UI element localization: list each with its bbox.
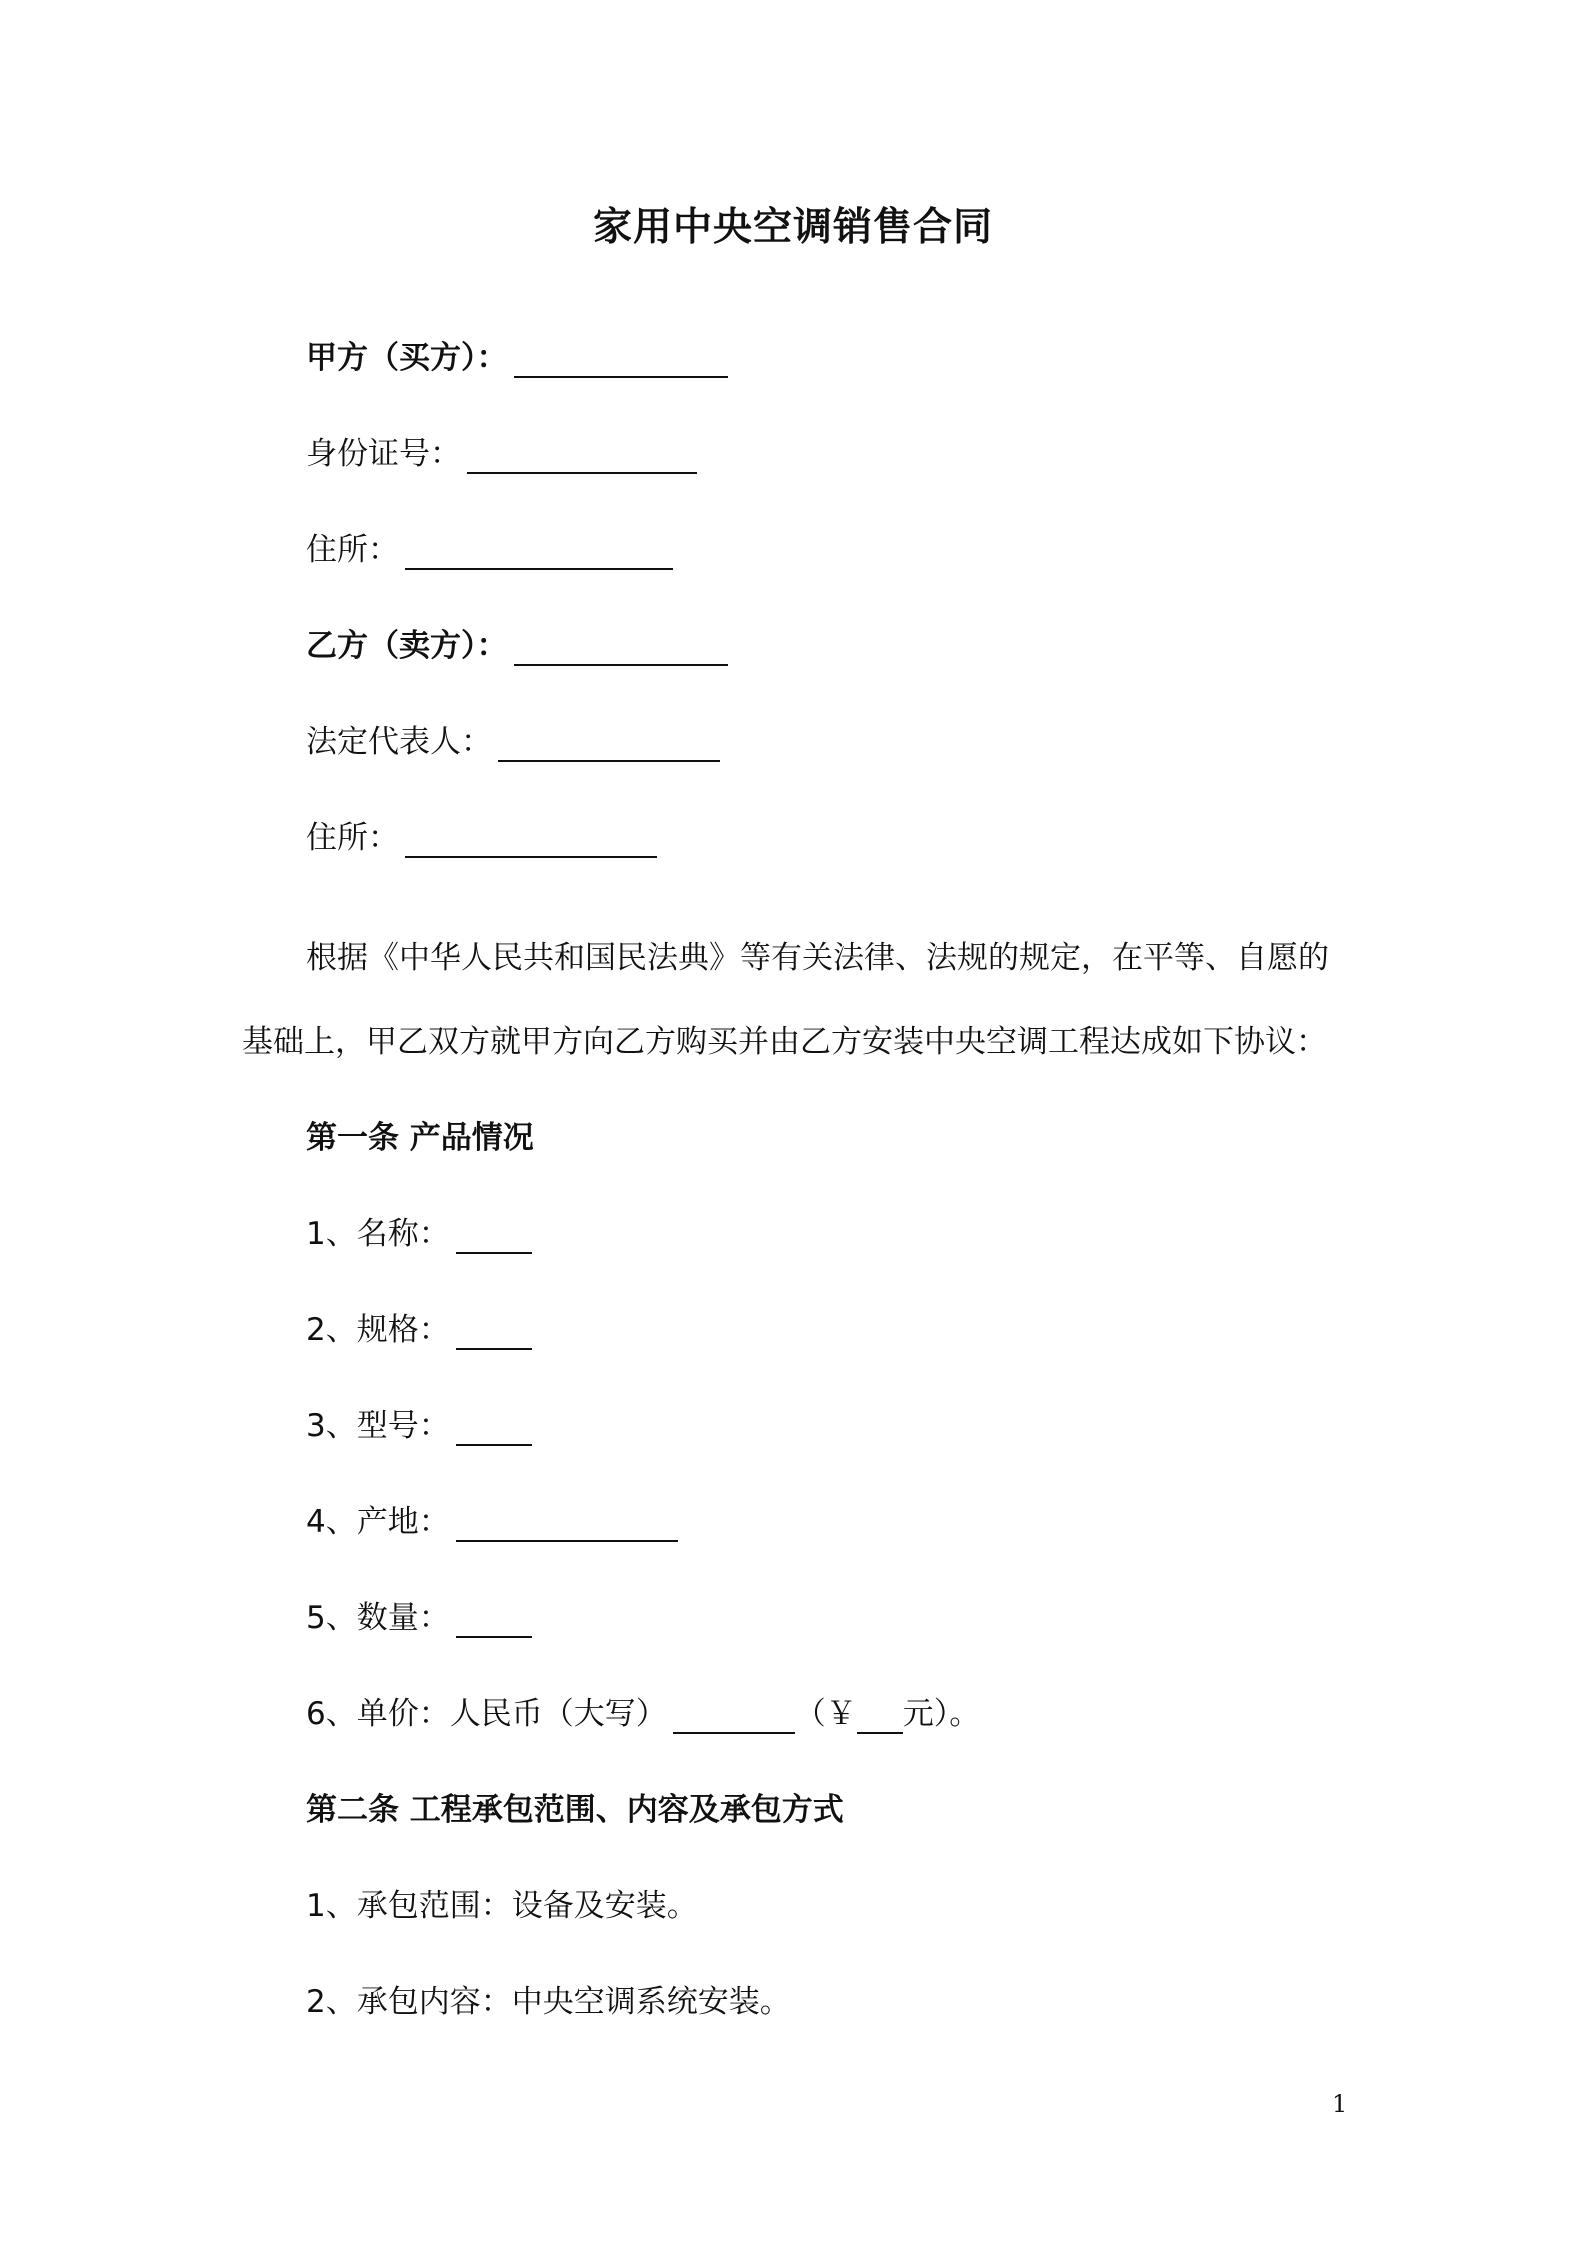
party-b-label: 乙方（卖方）：	[306, 628, 508, 664]
item-2-blank	[456, 1314, 532, 1350]
item-3-label: 3、型号：	[306, 1408, 450, 1444]
id-number-blank	[467, 438, 697, 474]
id-number-label: 身份证号：	[306, 436, 461, 472]
party-a-label: 甲方（买方）：	[306, 340, 508, 376]
item-1-blank	[456, 1218, 532, 1254]
item-3-line	[306, 1406, 532, 1446]
party-a-line	[306, 338, 728, 378]
preamble-line-2: 基础上，甲乙双方就甲方向乙方购买并由乙方安装中央空调工程达成如下协议：	[242, 1024, 1327, 1060]
party-b-line	[306, 626, 728, 666]
item-5-line	[306, 1598, 532, 1638]
item-6-line	[306, 1694, 980, 1734]
legal-rep-blank	[498, 726, 720, 762]
item-4-blank	[456, 1506, 678, 1542]
address-a-blank	[405, 534, 673, 570]
id-number-line	[306, 434, 697, 474]
page-number: 1	[1332, 2090, 1348, 2118]
item-6-amount-blank	[673, 1698, 795, 1734]
address-a-line	[306, 530, 673, 570]
party-a-blank	[514, 342, 728, 378]
address-b-blank	[405, 822, 657, 858]
item-5-blank	[456, 1602, 532, 1638]
address-b-line	[306, 818, 657, 858]
contract-title: 家用中央空调销售合同	[592, 205, 993, 250]
item-6-label: 6、单价：人民币（大写）	[306, 1696, 667, 1732]
article-1-heading: 第一条 产品情况	[306, 1120, 534, 1156]
item-1-label: 1、名称：	[306, 1216, 450, 1252]
preamble-line-1: 根据《中华人民共和国民法典》等有关法律、法规的规定，在平等、自愿的	[306, 940, 1329, 976]
scope-line: 1、承包范围：设备及安装。	[306, 1888, 698, 1924]
item-4-line	[306, 1502, 678, 1542]
party-b-blank	[514, 630, 728, 666]
item-5-label: 5、数量：	[306, 1600, 450, 1636]
item-6-end: 元）。	[902, 1696, 981, 1732]
item-3-blank	[456, 1410, 532, 1446]
article-2-heading: 第二条 工程承包范围、内容及承包方式	[306, 1792, 844, 1828]
item-6-number-blank	[857, 1698, 903, 1734]
legal-rep-label: 法定代表人：	[306, 724, 492, 760]
item-2-line	[306, 1310, 532, 1350]
item-1-line	[306, 1214, 532, 1254]
item-2-label: 2、规格：	[306, 1312, 450, 1348]
legal-rep-line	[306, 722, 720, 762]
item-6-mid: （￥	[794, 1696, 857, 1732]
address-a-label: 住所：	[306, 532, 399, 568]
content-line: 2、承包内容：中央空调系统安装。	[306, 1984, 791, 2020]
address-b-label: 住所：	[306, 820, 399, 856]
item-4-label: 4、产地：	[306, 1504, 450, 1540]
